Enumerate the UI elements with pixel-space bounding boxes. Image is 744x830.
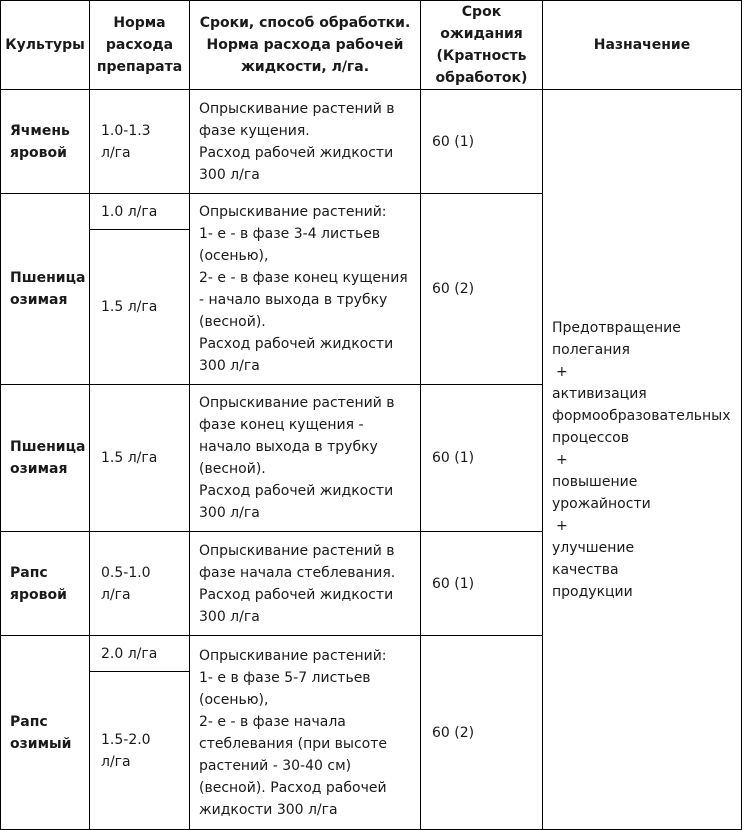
crop-cell bbox=[1, 194, 90, 385]
purpose-line: улучшение bbox=[552, 539, 635, 556]
purpose-line: активизация bbox=[552, 385, 647, 402]
purpose-line: Предотвращение bbox=[552, 319, 681, 336]
method-line: Опрыскивание растений: bbox=[199, 647, 387, 664]
header-method bbox=[190, 1, 421, 90]
method-cell bbox=[190, 636, 421, 830]
method-line: фазе кущения. bbox=[199, 122, 310, 139]
rate-cell: 1.0 л/га bbox=[90, 194, 190, 230]
header-wait-line: Срок ожидания bbox=[440, 4, 523, 42]
rate-line: 1.0-1.3 bbox=[101, 122, 151, 139]
header-purpose: Назначение bbox=[543, 1, 742, 90]
crop-cell bbox=[1, 385, 90, 532]
method-line: Расход рабочей жидкости bbox=[199, 586, 394, 603]
crop-cell bbox=[1, 90, 90, 194]
method-line: 1- е в фазе 5-7 листьев bbox=[199, 669, 371, 686]
rate-cell bbox=[90, 532, 190, 636]
crop-line: озимая bbox=[10, 292, 68, 308]
header-wait-line: обработок) bbox=[435, 70, 528, 86]
rate-line: л/га bbox=[101, 144, 131, 161]
header-method-line: Сроки, способ обработки. bbox=[199, 15, 411, 31]
rate-cell bbox=[90, 90, 190, 194]
method-line: 2- е - в фазе начала bbox=[199, 713, 346, 730]
method-line: - начало выхода в трубку bbox=[199, 292, 388, 308]
method-line: Опрыскивание растений в bbox=[199, 542, 395, 559]
crop-cell bbox=[1, 532, 90, 636]
method-line: (осенью), bbox=[199, 248, 269, 264]
wait-cell: 60 (2) bbox=[421, 194, 543, 385]
method-line: растений - 30-40 см) bbox=[199, 757, 352, 774]
header-wait bbox=[421, 1, 543, 90]
method-line: Расход рабочей жидкости bbox=[199, 336, 394, 352]
method-line: фазе конец кущения - bbox=[199, 417, 364, 433]
method-line: Опрыскивание растений в bbox=[199, 100, 395, 117]
rate-cell bbox=[90, 672, 190, 830]
crop-cell bbox=[1, 636, 90, 830]
method-cell bbox=[190, 532, 421, 636]
method-line: 300 л/га bbox=[199, 358, 260, 374]
method-line: (весной). Расход рабочей bbox=[199, 779, 387, 796]
header-rate-line: расхода bbox=[105, 37, 174, 53]
crop-line: Рапс bbox=[10, 713, 48, 730]
purpose-plus: + bbox=[556, 363, 568, 380]
purpose-line: процессов bbox=[552, 429, 629, 446]
purpose-cell bbox=[543, 90, 742, 830]
purpose-plus: + bbox=[556, 451, 568, 468]
method-line: (весной). bbox=[199, 461, 266, 477]
method-line: Расход рабочей жидкости bbox=[199, 483, 394, 499]
method-line: Опрыскивание растений в bbox=[199, 395, 395, 411]
header-rate-line: Норма bbox=[113, 15, 166, 31]
method-line: 2- е - в фазе конец кущения bbox=[199, 270, 408, 286]
rate-cell: 2.0 л/га bbox=[90, 636, 190, 672]
rate-cell: 1.5 л/га bbox=[90, 230, 190, 385]
rate-line: 1.5-2.0 bbox=[101, 731, 151, 748]
purpose-line: продукции bbox=[552, 583, 633, 600]
method-line: Опрыскивание растений: bbox=[199, 204, 387, 220]
crop-line: Пшеница bbox=[10, 439, 86, 455]
method-line: стеблевания (при высоте bbox=[199, 735, 388, 752]
method-cell bbox=[190, 385, 421, 532]
wait-cell: 60 (1) bbox=[421, 385, 543, 532]
method-line: 1- е - в фазе 3-4 листьев bbox=[199, 226, 381, 242]
method-line: Расход рабочей жидкости bbox=[199, 144, 394, 161]
header-method-line: жидкости, л/га. bbox=[240, 59, 370, 75]
header-method-line: Норма расхода рабочей bbox=[206, 37, 404, 53]
method-line: (весной). bbox=[199, 314, 266, 330]
table-row bbox=[1, 90, 742, 194]
crop-line: Рапс bbox=[10, 564, 48, 581]
wait-cell: 60 (1) bbox=[421, 532, 543, 636]
method-line: начало выхода в трубку bbox=[199, 439, 378, 455]
crop-line: яровой bbox=[10, 144, 67, 161]
purpose-line: повышение bbox=[552, 473, 638, 490]
purpose-line: качества bbox=[552, 561, 619, 578]
method-cell bbox=[190, 194, 421, 385]
method-line: 300 л/га bbox=[199, 608, 260, 625]
header-rate bbox=[90, 1, 190, 90]
rate-cell: 1.5 л/га bbox=[90, 385, 190, 532]
crop-line: Ячмень bbox=[10, 122, 70, 139]
crop-line: озимая bbox=[10, 461, 68, 477]
rate-line: 0.5-1.0 bbox=[101, 564, 151, 581]
crop-line: Пшеница bbox=[10, 270, 86, 286]
wait-cell: 60 (1) bbox=[421, 90, 543, 194]
purpose-line: полегания bbox=[552, 341, 630, 358]
crop-line: озимый bbox=[10, 735, 72, 752]
purpose-line: формообразовательных bbox=[552, 407, 731, 424]
purpose-plus: + bbox=[556, 517, 568, 534]
rate-line: л/га bbox=[101, 753, 131, 770]
rate-line: л/га bbox=[101, 586, 131, 603]
header-wait-line: (Кратность bbox=[436, 48, 527, 64]
header-row bbox=[1, 1, 742, 90]
crop-line: яровой bbox=[10, 586, 67, 603]
method-line: жидкости 300 л/га bbox=[199, 801, 338, 818]
wait-cell: 60 (2) bbox=[421, 636, 543, 830]
purpose-line: урожайности bbox=[552, 495, 651, 512]
method-line: фазе начала стеблевания. bbox=[199, 564, 396, 581]
method-cell bbox=[190, 90, 421, 194]
method-line: (осенью), bbox=[199, 691, 269, 708]
method-line: 300 л/га bbox=[199, 166, 260, 183]
header-rate-line: препарата bbox=[96, 59, 183, 75]
method-line: 300 л/га bbox=[199, 505, 260, 521]
header-crops: Культуры bbox=[1, 1, 90, 90]
